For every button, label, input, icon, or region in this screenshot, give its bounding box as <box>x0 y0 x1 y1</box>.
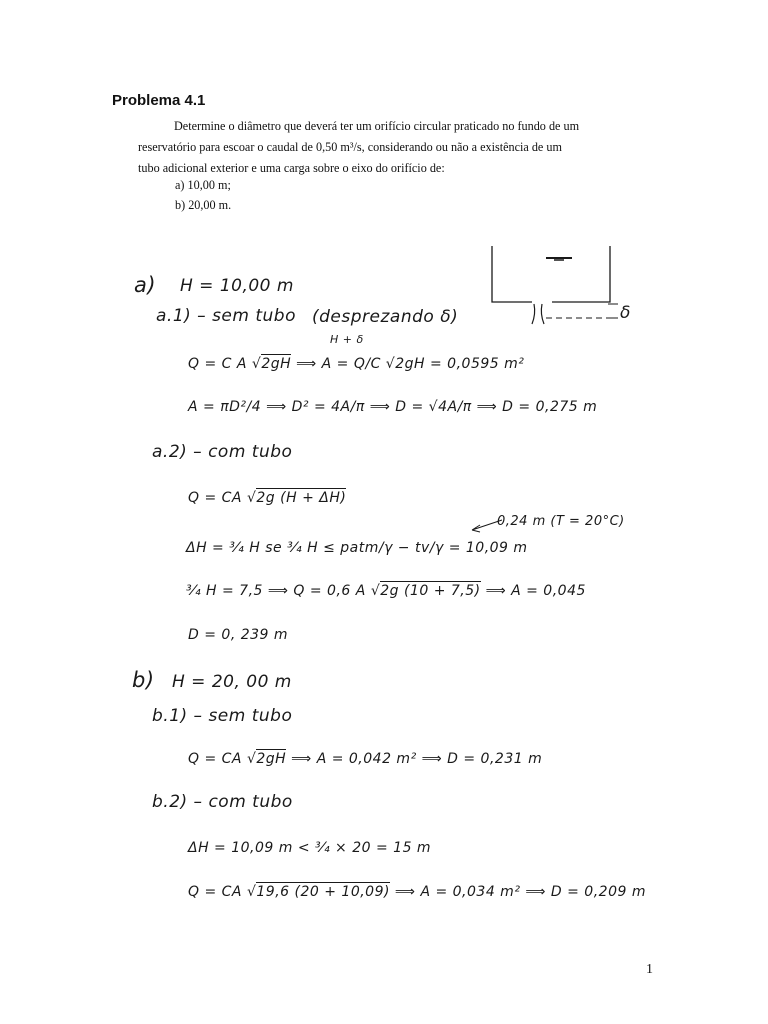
part-a-heading: a) <box>134 273 157 297</box>
orifice <box>532 304 544 324</box>
statement-line-1: Determine o diâmetro que deverá ter um orifício circular praticado no fundo de um <box>174 119 580 133</box>
a1-equation-2: A = πD²/4 ⟹ D² = 4A/π ⟹ D = √4A/π ⟹ D = 0,275 m <box>188 399 598 415</box>
a2-equation-1: Q = CA √2g (H + ΔH) <box>188 490 347 506</box>
a2-equation-3: ³⁄₄ H = 7,5 ⟹ Q = 0,6 A √2g (10 + 7,5) ⟹ A = 0,045 <box>186 583 586 599</box>
delta-label: δ <box>620 303 631 323</box>
problem-statement <box>138 116 608 179</box>
statement-line-2: reservatório para escoar o caudal de 0,50 m³/s, considerando ou não a existência de um <box>138 140 562 154</box>
a1-equation-1: Q = C A √2gH ⟹ A = Q/C √2gH = 0,0595 m² <box>188 356 525 372</box>
a2-annotation: 0,24 m (T = 20°C) <box>497 514 625 529</box>
a1-note-sub: H + δ <box>330 333 364 346</box>
b1-equation: Q = CA √2gH ⟹ A = 0,042 m² ⟹ D = 0,231 m <box>188 751 543 767</box>
part-b-given: H = 20, 00 m <box>172 672 292 692</box>
problem-title: Problema 4.1 <box>112 92 206 109</box>
reservoir-outline <box>492 246 610 302</box>
part-b-heading: b) <box>132 668 155 692</box>
problem-options <box>175 175 231 215</box>
reservoir-sketch <box>480 238 640 328</box>
option-a: a) 10,00 m; <box>175 178 231 192</box>
a2-label: a.2) – com tubo <box>152 442 293 462</box>
option-b: b) 20,00 m. <box>175 198 232 212</box>
a2-result: D = 0, 239 m <box>188 627 289 643</box>
b2-label: b.2) – com tubo <box>152 792 293 812</box>
a1-label: a.1) – sem tubo <box>156 306 296 326</box>
b2-equation-1: ΔH = 10,09 m < ³⁄₄ × 20 = 15 m <box>188 840 432 856</box>
page-number: 1 <box>646 962 653 977</box>
a2-equation-2: ΔH = ³⁄₄ H se ³⁄₄ H ≤ patm/γ − tv/γ = 10,09 m <box>186 540 528 556</box>
b1-label: b.1) – sem tubo <box>152 706 293 726</box>
delta-ticks <box>608 304 618 318</box>
part-a-given: H = 10,00 m <box>180 276 294 296</box>
a1-note: (desprezando δ) <box>312 307 459 327</box>
b2-equation-2: Q = CA √19,6 (20 + 10,09) ⟹ A = 0,034 m² ⟹ D = 0,209 m <box>188 884 646 900</box>
statement-line-3: tubo adicional exterior e uma carga sobre o eixo do orifício de: <box>138 161 445 175</box>
